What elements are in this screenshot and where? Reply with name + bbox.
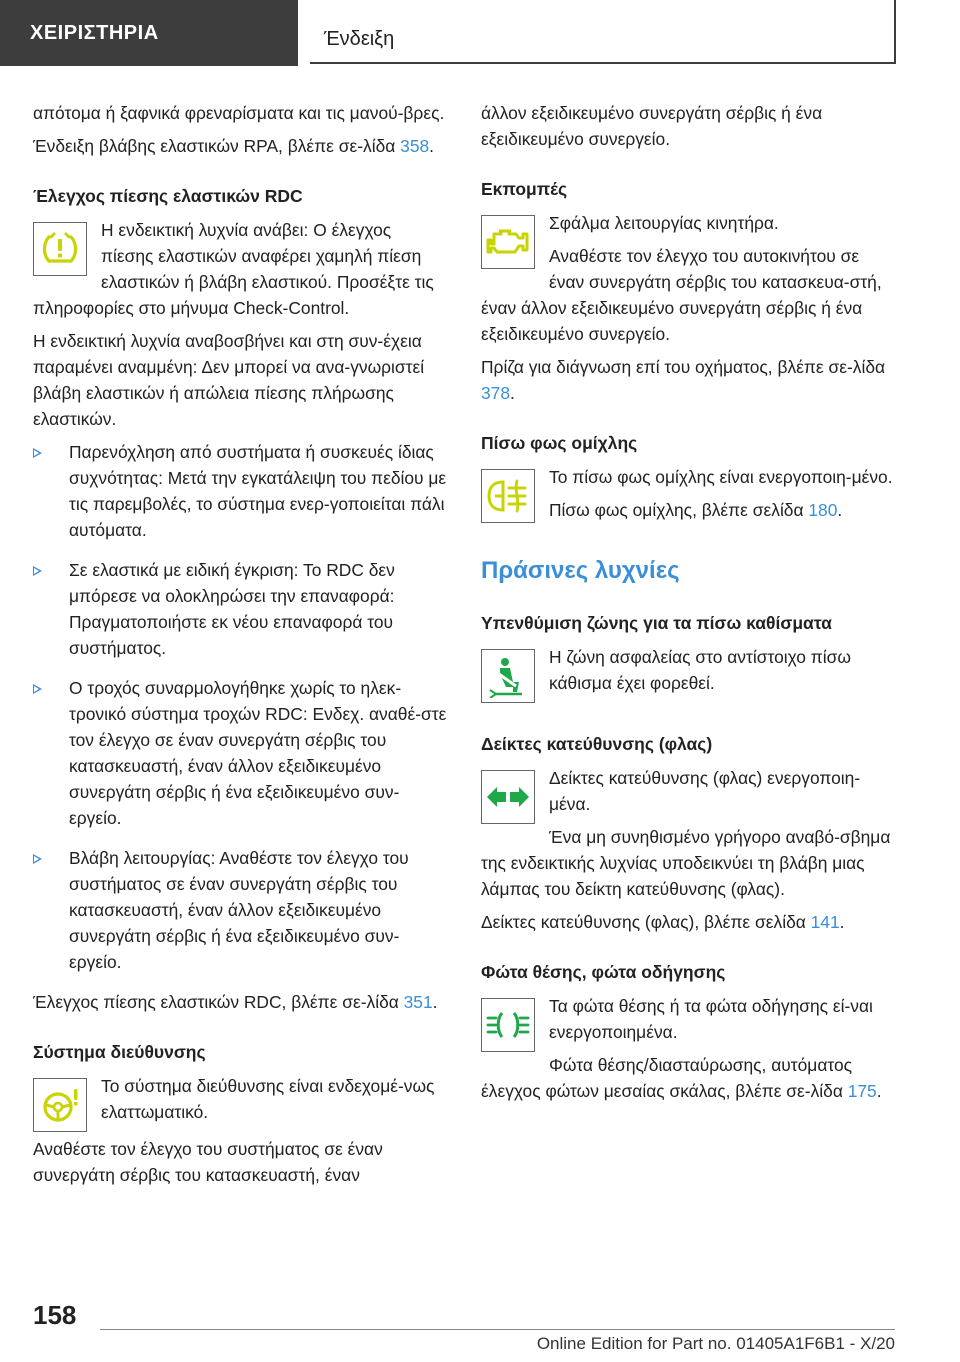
page-link[interactable]: 175 (847, 1081, 877, 1101)
section-heading: Σύστημα διεύθυνσης (33, 1042, 206, 1062)
paragraph: Ένδειξη βλάβης ελαστικών RPA, βλέπε σε-λίδα 358. (33, 136, 435, 156)
paragraph: Αναθέστε τον έλεγχο του αυτοκινήτου σε έναν συνεργάτη σέρβις του κατασκευα-στή, έναν άλλον εξειδικευμένο συνεργάτη σέρβις ή ένα εξειδικευμένο συνεργείο. (481, 246, 882, 344)
edition-note: Online Edition for Part no. 01405A1F6B1 - X/20 (536, 1334, 895, 1353)
tire-pressure-warning-icon (33, 222, 87, 276)
triangle-bullet-icon (33, 448, 42, 458)
rear-fog-light-icon (481, 469, 535, 523)
section-tab: ΧΕΙΡΙΣΤΗΡΙΑ (0, 0, 298, 66)
footer-divider (100, 1329, 895, 1330)
paragraph: Αναθέστε τον έλεγχο του συστήματος σε έναν συνεργάτη σέρβις του κατασκευαστή, έναν (33, 1139, 383, 1185)
paragraph: Η ενδεικτική λυχνία ανάβει: Ο έλεγχος πίεσης ελαστικών αναφέρει χαμηλή πίεση ελαστικών ή βλάβη ελαστικού. Προσέξτε τις πληροφορίες στο μήνυμα Check-Control. (33, 220, 434, 318)
paragraph: άλλον εξειδικευμένο συνεργάτη σέρβις ή ένα εξειδικευμένο συνεργείο. (481, 103, 823, 149)
paragraph: Ένα μη συνηθισμένο γρήγορο αναβό-σβημα της ενδεικτικής λυχνίας υποδεικνύει τη βλάβη μιας λάμπας του δείκτη κατεύθυνσης (φλας). (481, 827, 891, 899)
section-heading: Φώτα θέσης, φώτα οδήγησης (481, 962, 726, 982)
fault-list (33, 439, 447, 975)
parking-lights-entry (481, 993, 895, 1111)
chapter-subheading: Πράσινες λυχνίες (481, 557, 680, 584)
list-item: Σε ελαστικά με ειδική έγκριση: Το RDC δεν μπόρεσε να ολοκληρώσει την επαναφορά: Πραγματοποιήστε εκ νέου επαναφορά του συστήματος. (33, 557, 447, 661)
turn-signal-entry (481, 765, 895, 909)
paragraph: Φώτα θέσης/διασταύρωσης, αυτόματος έλεγχος φώτων μεσαίας σκάλας, βλέπε σε-λίδα 175. (481, 1055, 882, 1101)
triangle-bullet-icon (33, 566, 42, 576)
page-header (0, 0, 960, 66)
paragraph: Το πίσω φως ομίχλης είναι ενεργοποιη-μένο. (549, 467, 893, 487)
section-heading: Πίσω φως ομίχλης (481, 433, 638, 453)
turn-signal-arrows-icon (481, 770, 535, 824)
paragraph: Δείκτες κατεύθυνσης (φλας), βλέπε σελίδα 141. (481, 912, 845, 932)
page-link[interactable]: 180 (808, 500, 838, 520)
right-column (481, 100, 895, 1111)
section-heading: Έλεγχος πίεσης ελαστικών RDC (33, 186, 303, 206)
page-link[interactable]: 358 (400, 136, 430, 156)
paragraph: Δείκτες κατεύθυνσης (φλας) ενεργοποιη-μένα. (549, 768, 861, 814)
engine-check-icon (481, 215, 535, 269)
page-number: 158 (33, 1300, 77, 1330)
paragraph: Πρίζα για διάγνωση επί του οχήματος, βλέπε σε-λίδα 378. (481, 357, 886, 403)
rear-belt-entry (481, 644, 895, 707)
left-column (33, 100, 447, 1195)
page-link[interactable]: 378 (481, 383, 511, 403)
steering-warning-icon (33, 1078, 87, 1132)
paragraph: Το σύστημα διεύθυνσης είναι ενδεχομέ-νως ελαττωματικό. (101, 1076, 435, 1122)
section-heading: Υπενθύμιση ζώνης για τα πίσω καθίσματα (481, 613, 832, 633)
paragraph: Τα φώτα θέσης ή τα φώτα οδήγησης εί-ναι ενεργοποιημένα. (549, 996, 873, 1042)
steering-entry (33, 1073, 447, 1136)
paragraph: απότομα ή ξαφνικά φρεναρίσματα και τις μανού-βρες. (33, 103, 445, 123)
page-footer (0, 1290, 960, 1362)
emissions-entry (481, 210, 895, 354)
list-item: Παρενόχληση από συστήματα ή συσκευές ίδιας συχνότητας: Μετά την εγκατάλειψη του πεδίου με τις παρεμβολές, το σύστημα ενερ-γοποιείται πάλι αυτόματα. (33, 439, 447, 543)
list-item: Βλάβη λειτουργίας: Αναθέστε τον έλεγχο του συστήματος σε έναν συνεργάτη σέρβις του κατασκευαστή, έναν άλλον εξειδικευμένο συνεργάτη σέρβις ή ένα εξειδικευμένο συν-εργείο. (33, 845, 447, 975)
rear-fog-entry (481, 464, 895, 530)
section-heading: Εκπομπές (481, 179, 568, 199)
section-heading: Δείκτες κατεύθυνσης (φλας) (481, 734, 713, 754)
paragraph: Έλεγχος πίεσης ελαστικών RDC, βλέπε σε-λίδα 351. (33, 992, 438, 1012)
chapter-title: Ένδειξη (310, 0, 896, 64)
paragraph: Σφάλμα λειτουργίας κινητήρα. (549, 213, 779, 233)
parking-lights-icon (481, 998, 535, 1052)
paragraph: Η ενδεικτική λυχνία αναβοσβήνει και στη συν-έχεια παραμένει αναμμένη: Δεν μπορεί να ανα-γνωριστεί βλάβη ελαστικών ή απώλεια πίεσης πλήρωσης ελαστικών. (33, 331, 425, 429)
rdc-entry (33, 217, 447, 328)
triangle-bullet-icon (33, 854, 42, 864)
seatbelt-icon (481, 649, 535, 703)
paragraph: Πίσω φως ομίχλης, βλέπε σελίδα 180. (549, 500, 843, 520)
page-link[interactable]: 141 (810, 912, 840, 932)
list-item: Ο τροχός συναρμολογήθηκε χωρίς το ηλεκ-τρονικό σύστημα τροχών RDC: Ενδεχ. αναθέ-στε τον έλεγχο σε έναν συνεργάτη σέρβις του κατασκευαστή, έναν άλλον εξειδικευμένο συνεργάτη σέρβις ή ένα εξειδικευμένο συν-εργείο. (33, 675, 447, 831)
page-link[interactable]: 351 (403, 992, 433, 1012)
paragraph: Η ζώνη ασφαλείας στο αντίστοιχο πίσω κάθισμα έχει φορεθεί. (549, 647, 851, 693)
triangle-bullet-icon (33, 684, 42, 694)
